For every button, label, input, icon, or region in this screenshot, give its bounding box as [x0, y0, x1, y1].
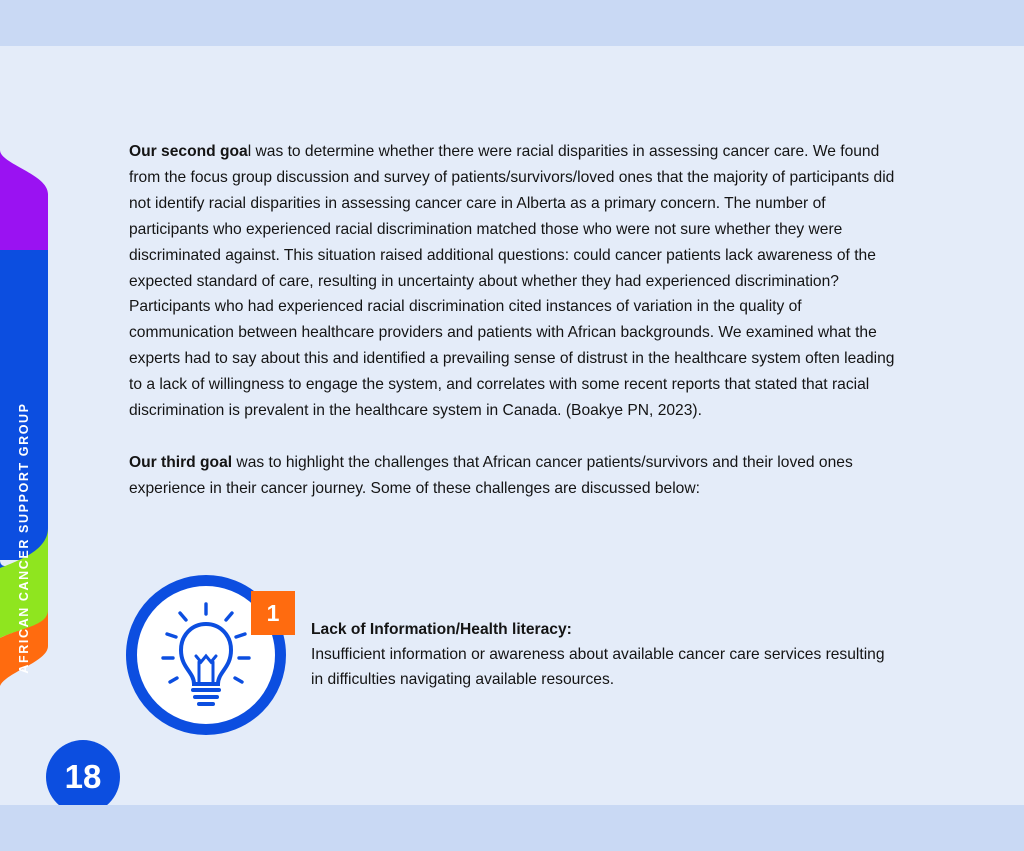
page-number: 18: [46, 740, 120, 814]
challenge-number-badge: 1: [251, 591, 295, 635]
challenge-description: Insufficient information or awareness about available cancer care services resulting in difficulties navigating available resources.: [311, 646, 885, 688]
paragraph-second-goal: [129, 139, 904, 424]
bottom-band: [0, 805, 1024, 851]
top-band: [0, 0, 1024, 46]
paragraph-text: was to highlight the challenges that African cancer patients/survivors and their loved ones experience in their cancer journey. Some of these challenges are discussed below:: [129, 453, 853, 497]
challenge-title: Lack of Information/Health literacy:: [311, 621, 572, 638]
paragraph-lead: Our third goal: [129, 453, 233, 471]
body-text: [129, 139, 904, 502]
paragraph-text: l was to determine whether there were racial disparities in assessing cancer care. We found from the focus group discussion and survey of patients/survivors/loved ones that the majority of participants did not identify racial disparities in assessing cancer care in Alberta as a primary concern. The number of participants who experienced racial discrimination matched those who were not sure whether they were discriminated against. This situation raised additional questions: could cancer patients lack awareness of the expected standard of care, resulting in uncertainty about whether they had experienced discrimination? Participants who had experienced racial discrimination cited instances of variation in the quality of communication between healthcare providers and patients with African backgrounds. We examined what the experts had to say about this and identified a prevailing sense of distrust in the healthcare system often leading to a lack of willingness to engage the system, and correlates with some recent reports that stated that racial discrimination is prevalent in the healthcare system in Canada. (Boakye PN, 2023).: [129, 143, 895, 420]
side-tab: [0, 150, 48, 690]
paragraph-third-goal: [129, 450, 904, 502]
challenge-item: [311, 618, 891, 692]
side-label: AFRICAN CANCER SUPPORT GROUP: [17, 402, 31, 674]
paragraph-lead: Our second goa: [129, 143, 248, 160]
